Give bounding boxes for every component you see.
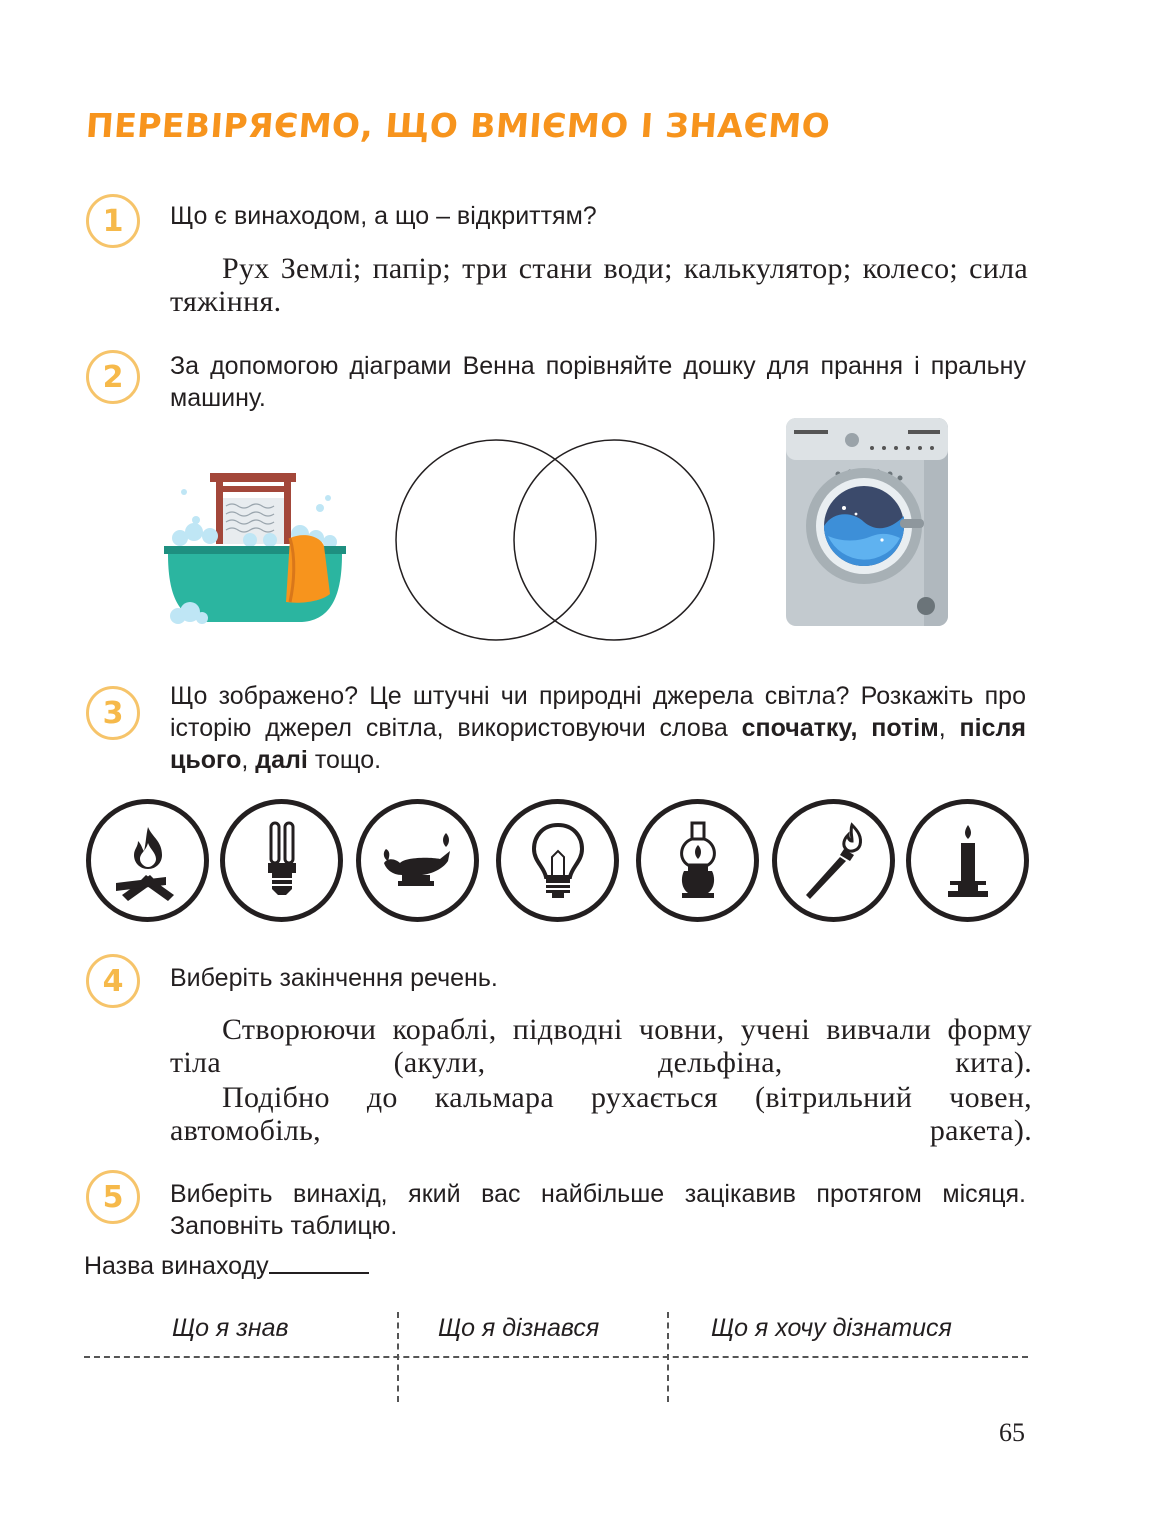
washboard-tub-illustration [160,468,350,628]
keyword-next: далі [255,746,308,774]
keyword-first-then: спочатку, потім [741,714,939,742]
table-cell-learned[interactable] [400,1360,666,1400]
table-column-divider [397,1312,399,1402]
torch-icon [772,799,895,922]
task-5-question: Виберіть винахід, який вас найбільше зацікавив протягом місяця. Заповніть таблицю. [170,1180,1026,1240]
table-column-divider [667,1312,669,1402]
venn-diagram[interactable] [394,436,718,644]
task-4-question: Виберіть закінчення речень. [170,964,498,992]
table-header-want-to-know: Що я хочу дізнатися [711,1314,952,1342]
separator: , [241,746,256,774]
invention-name-blank[interactable] [269,1250,369,1274]
task-number-3: 3 [86,686,140,740]
task-3-question [170,680,1026,776]
kerosene-lamp-icon [636,799,759,922]
table-cell-knew[interactable] [84,1360,396,1400]
separator: , [938,714,960,742]
keyword-after-this: після цього [170,714,1026,774]
light-bulb-icon [496,799,619,922]
task-2-question: За допомогою діаграми Венна порівняйте дошку для прання і пральну машину. [170,352,1026,412]
task-3-text: Що зображено? Це штучні чи природні джерела світла? Розкажіть про історію джерел світла, використовуючи слова [170,682,1026,742]
oil-lamp-icon [356,799,479,922]
invention-name-label [84,1250,369,1282]
task-3-text-end: тощо. [307,746,382,774]
task-1-items: Рух Землі; папір; три стани води; калькулятор; колесо; сила тяжіння. [170,252,1028,318]
invention-label-text: Назва винаходу [84,1252,269,1280]
table-cell-want-to-know[interactable] [670,1360,1026,1400]
page-number: 65 [999,1418,1025,1447]
candle-icon [906,799,1029,922]
venn-circle-left[interactable] [396,440,596,640]
washing-machine-illustration [784,416,950,628]
campfire-icon [86,799,209,922]
venn-circle-right[interactable] [514,440,714,640]
table-header-divider [84,1356,1028,1358]
task-1-question: Що є винаходом, а що – відкриттям? [170,202,597,230]
task-4-sentence-2: Подібно до кальмара рухається (вітрильний човен, автомобіль, ракета). [170,1081,1032,1147]
task-number-1: 1 [86,194,140,248]
table-header-knew: Що я знав [172,1314,289,1342]
page-title: ПЕРЕВІРЯЄМО, ЩО ВМІЄМО І ЗНАЄМО [84,106,832,145]
fluorescent-lamp-icon [220,799,343,922]
task-number-2: 2 [86,350,140,404]
task-4-sentence-1: Створюючи кораблі, підводні човни, учені вивчали форму тіла (акули, дельфіна, кита). [170,1013,1032,1079]
table-header-learned: Що я дізнався [438,1314,600,1342]
task-number-5: 5 [86,1170,140,1224]
task-number-4: 4 [86,954,140,1008]
